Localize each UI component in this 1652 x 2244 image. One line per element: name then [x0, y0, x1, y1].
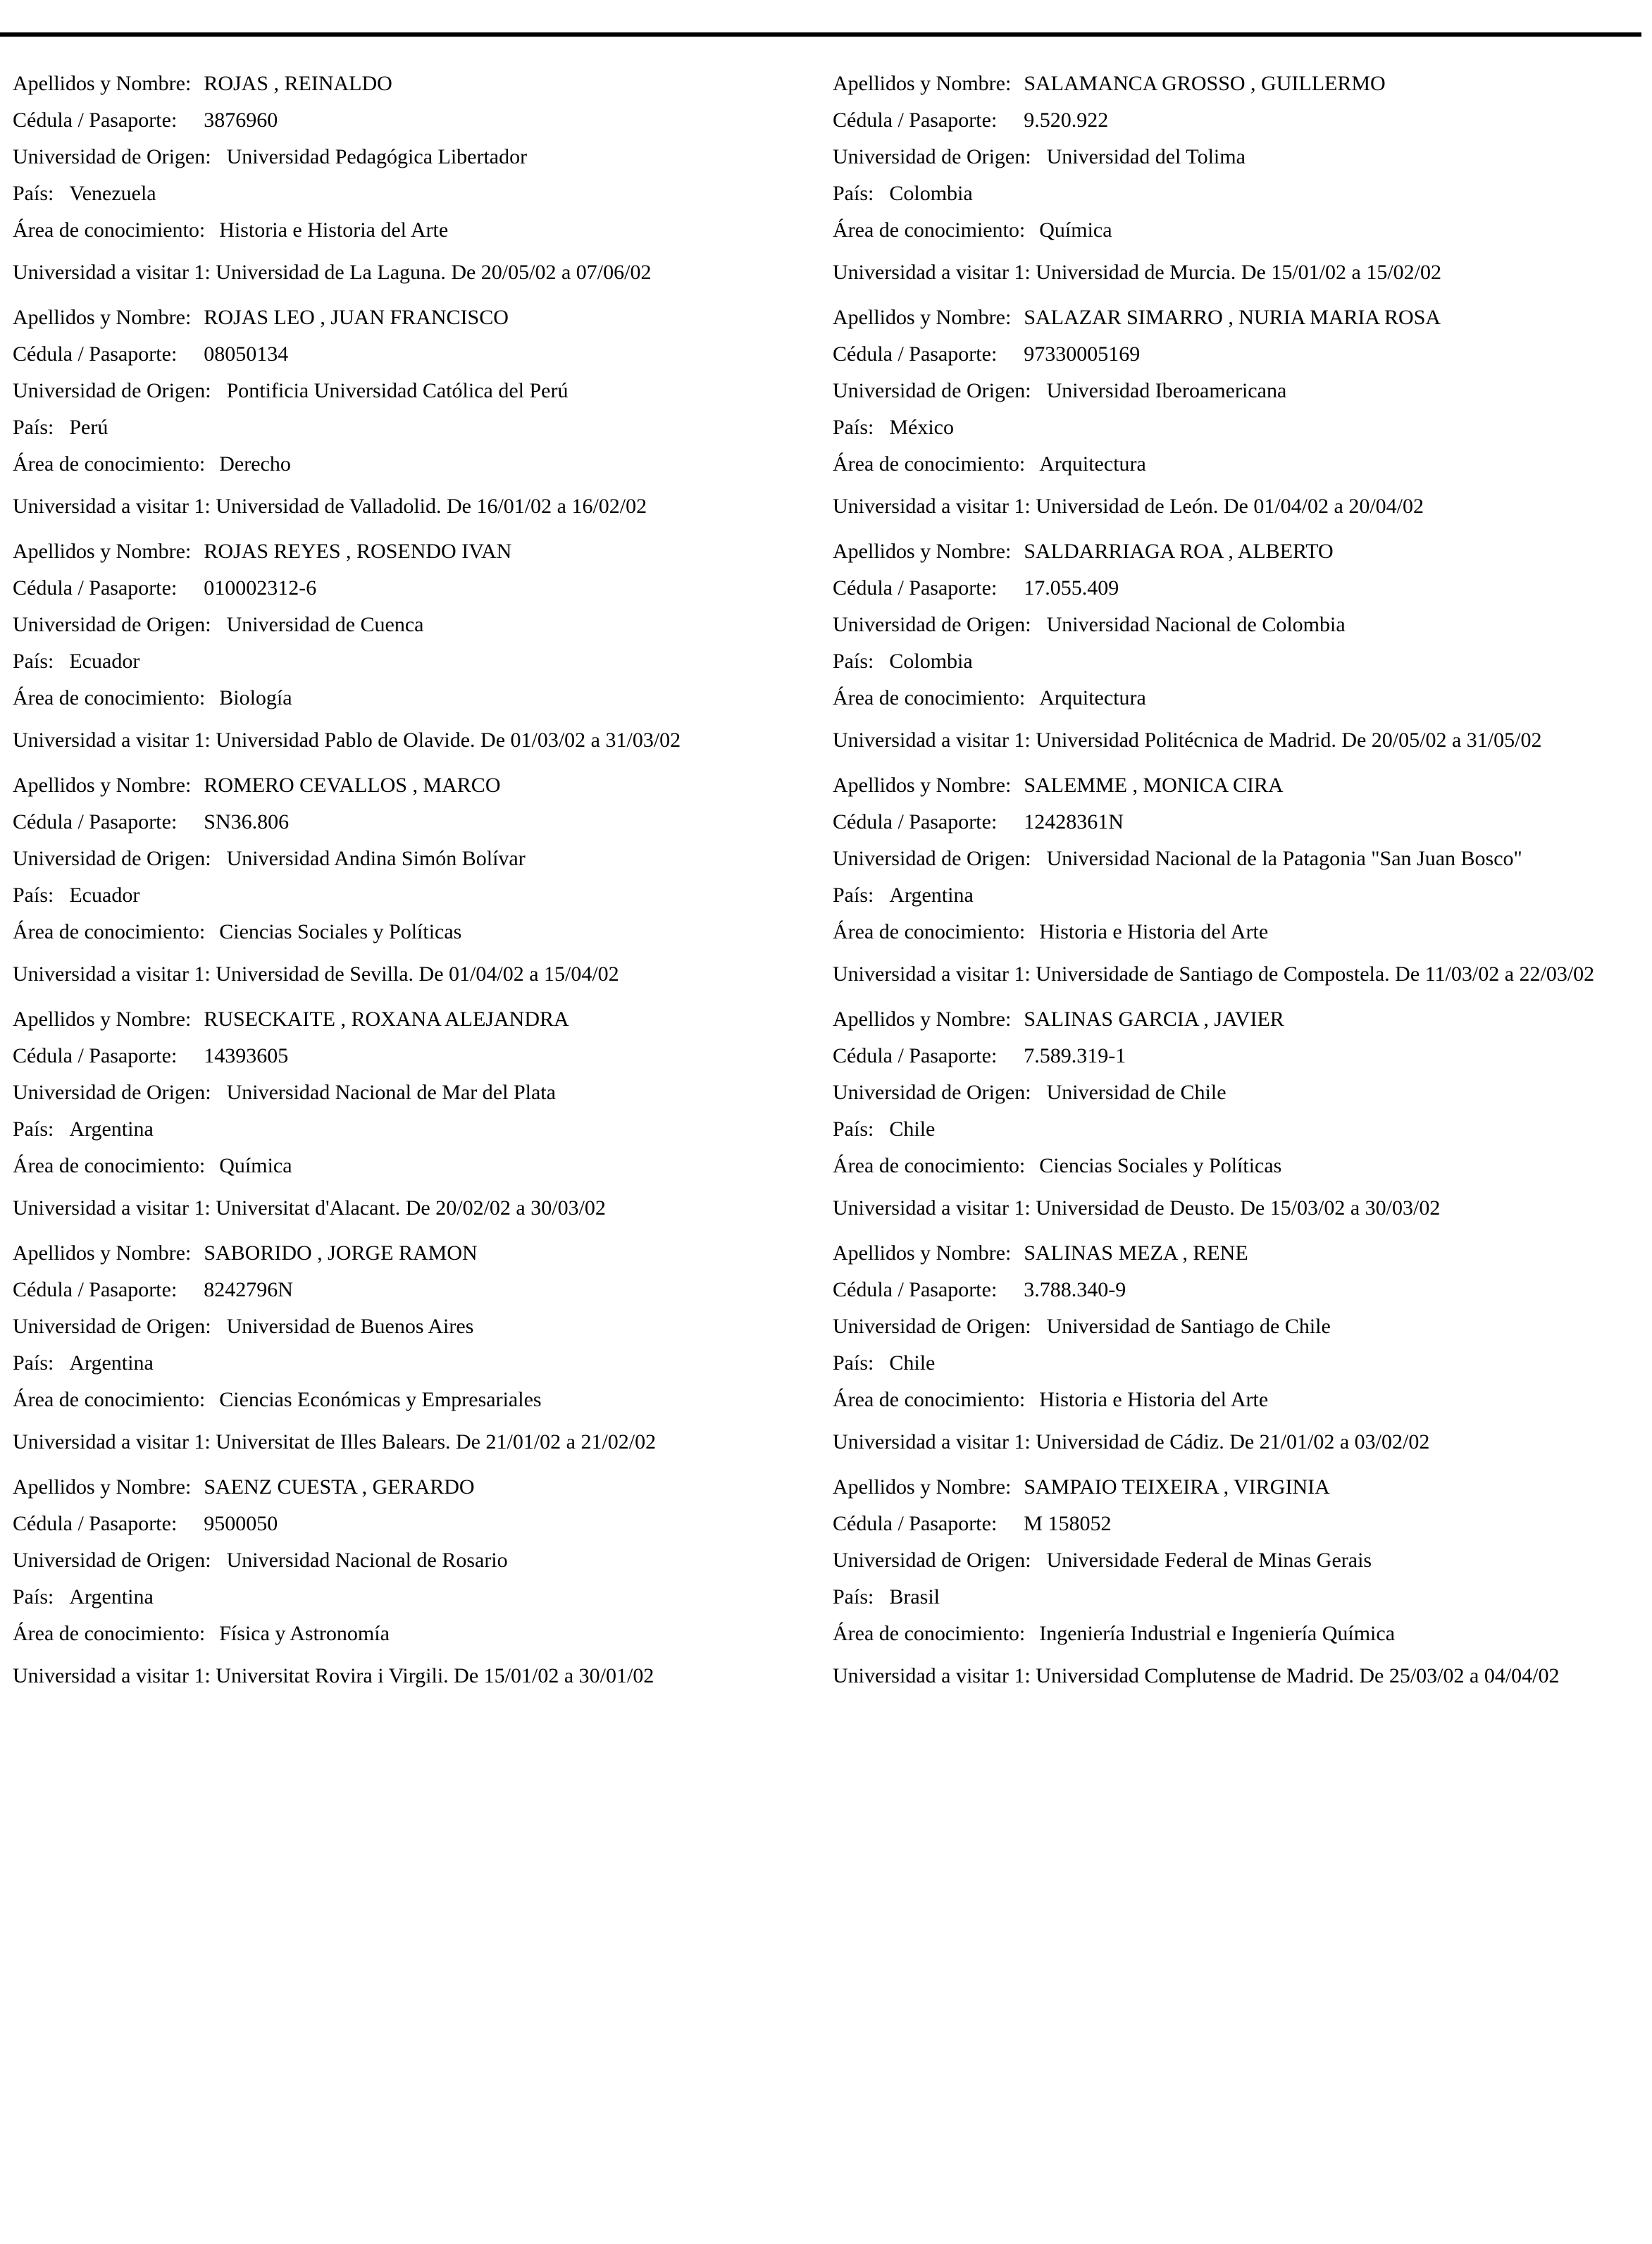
cedula-value: 14393605: [204, 1044, 289, 1067]
area-value: Historia e Historia del Arte: [1039, 920, 1269, 943]
id-row: [13, 812, 802, 848]
origin-university-row: [13, 147, 802, 183]
scholar-record: [833, 775, 1643, 988]
pais-label: País:: [833, 884, 874, 907]
nombre-label: Apellidos y Nombre:: [13, 306, 192, 329]
nombre-label: Apellidos y Nombre:: [833, 1475, 1012, 1499]
name-row: [13, 73, 802, 110]
origen-label: Universidad de Origen:: [833, 1315, 1031, 1338]
pais-value: Ecuador: [69, 884, 140, 907]
pais-label: País:: [833, 182, 874, 205]
origin-university-row: [13, 614, 802, 651]
country-row: [833, 183, 1643, 220]
cedula-value: 97330005169: [1024, 342, 1141, 366]
name-row: [833, 73, 1643, 110]
pais-label: País:: [833, 416, 874, 439]
visita-label: Universidad a visitar 1:: [833, 1664, 1031, 1687]
area-value: Ciencias Sociales y Políticas: [1039, 1154, 1282, 1177]
scholar-record: [833, 1243, 1643, 1456]
id-row: [13, 344, 802, 380]
scholar-record: [13, 541, 802, 754]
field-of-knowledge-row: [833, 1155, 1643, 1192]
area-label: Área de conocimiento:: [13, 1388, 206, 1411]
cedula-value: M 158052: [1024, 1512, 1112, 1535]
country-row: [833, 417, 1643, 454]
pais-label: País:: [13, 1585, 54, 1608]
pais-value: Argentina: [889, 884, 974, 907]
visita-value: Universidad de León. De 01/04/02 a 20/04/02: [1036, 495, 1424, 518]
id-row: [833, 1279, 1643, 1316]
scholar-record: [13, 1009, 802, 1222]
origin-university-row: [833, 1550, 1643, 1587]
scholar-record: [833, 307, 1643, 520]
cedula-value: 7.589.319-1: [1024, 1044, 1126, 1067]
area-value: Ciencias Sociales y Políticas: [219, 920, 462, 943]
origen-value: Universidad de Chile: [1046, 1081, 1226, 1104]
nombre-value: SALAMANCA GROSSO , GUILLERMO: [1024, 72, 1386, 95]
visita-label: Universidad a visitar 1:: [13, 1664, 211, 1687]
field-of-knowledge-row: [833, 1389, 1643, 1426]
visita-label: Universidad a visitar 1:: [833, 962, 1031, 986]
country-row: [833, 651, 1643, 688]
nombre-label: Apellidos y Nombre:: [13, 72, 192, 95]
nombre-label: Apellidos y Nombre:: [833, 1008, 1012, 1031]
area-label: Área de conocimiento:: [13, 1622, 206, 1645]
area-label: Área de conocimiento:: [833, 686, 1026, 709]
nombre-label: Apellidos y Nombre:: [13, 1008, 192, 1031]
visita-label: Universidad a visitar 1:: [13, 1430, 211, 1453]
cedula-value: 9.520.922: [1024, 109, 1109, 132]
visit-university-row: [833, 724, 1643, 754]
visit-university-row: [13, 1426, 802, 1456]
nombre-value: SABORIDO , JORGE RAMON: [204, 1241, 478, 1265]
country-row: [13, 183, 802, 220]
nombre-value: SALEMME , MONICA CIRA: [1024, 774, 1284, 797]
visita-value: Universidad de Valladolid. De 16/01/02 a 16/02/02: [216, 495, 647, 518]
cedula-value: 010002312-6: [204, 576, 317, 600]
origen-label: Universidad de Origen:: [13, 613, 211, 636]
nombre-value: SALAZAR SIMARRO , NURIA MARIA ROSA: [1024, 306, 1441, 329]
pais-value: Argentina: [69, 1585, 154, 1608]
country-row: [833, 1353, 1643, 1389]
field-of-knowledge-row: [833, 454, 1643, 490]
cedula-value: 3.788.340-9: [1024, 1278, 1126, 1301]
name-row: [13, 307, 802, 344]
name-row: [833, 1009, 1643, 1046]
cedula-label: Cédula / Pasaporte:: [833, 810, 998, 833]
origen-value: Universidad Nacional de la Patagonia "San Juan Bosco": [1046, 847, 1522, 870]
nombre-value: ROJAS LEO , JUAN FRANCISCO: [204, 306, 509, 329]
pais-label: País:: [13, 650, 54, 673]
origin-university-row: [833, 147, 1643, 183]
origen-value: Universidad de Buenos Aires: [226, 1315, 474, 1338]
pais-label: País:: [833, 650, 874, 673]
name-row: [833, 1243, 1643, 1279]
name-row: [833, 775, 1643, 812]
nombre-label: Apellidos y Nombre:: [13, 1241, 192, 1265]
origin-university-row: [833, 1316, 1643, 1353]
area-value: Arquitectura: [1039, 452, 1146, 476]
visita-label: Universidad a visitar 1:: [13, 495, 211, 518]
origin-university-row: [833, 1082, 1643, 1119]
scholar-record: [833, 1009, 1643, 1222]
top-rule: [0, 32, 1641, 37]
nombre-value: SALINAS GARCIA , JAVIER: [1024, 1008, 1284, 1031]
cedula-label: Cédula / Pasaporte:: [833, 1512, 998, 1535]
visita-label: Universidad a visitar 1:: [833, 729, 1031, 752]
nombre-value: ROJAS REYES , ROSENDO IVAN: [204, 540, 512, 563]
pais-value: Perú: [69, 416, 108, 439]
id-row: [13, 1513, 802, 1550]
visit-university-row: [13, 256, 802, 286]
field-of-knowledge-row: [833, 220, 1643, 256]
country-row: [833, 885, 1643, 922]
field-of-knowledge-row: [13, 454, 802, 490]
cedula-label: Cédula / Pasaporte:: [833, 576, 998, 600]
origin-university-row: [833, 848, 1643, 885]
id-row: [833, 1513, 1643, 1550]
origen-value: Universidad de Santiago de Chile: [1046, 1315, 1331, 1338]
visita-label: Universidad a visitar 1:: [13, 962, 211, 986]
visita-value: Universidad de Sevilla. De 01/04/02 a 15/04/02: [216, 962, 619, 986]
nombre-label: Apellidos y Nombre:: [833, 72, 1012, 95]
scholar-record: [13, 1477, 802, 1690]
visit-university-row: [833, 1192, 1643, 1222]
origen-label: Universidad de Origen:: [833, 379, 1031, 402]
pais-value: Colombia: [889, 650, 973, 673]
origin-university-row: [13, 380, 802, 417]
visit-university-row: [13, 1660, 802, 1690]
area-label: Área de conocimiento:: [833, 1388, 1026, 1411]
id-row: [833, 578, 1643, 614]
scholar-record: [833, 73, 1643, 286]
id-row: [833, 344, 1643, 380]
visit-university-row: [13, 1192, 802, 1222]
field-of-knowledge-row: [13, 1389, 802, 1426]
nombre-label: Apellidos y Nombre:: [13, 774, 192, 797]
cedula-value: 8242796N: [204, 1278, 293, 1301]
nombre-value: SALINAS MEZA , RENE: [1024, 1241, 1248, 1265]
pais-label: País:: [833, 1117, 874, 1141]
name-row: [13, 775, 802, 812]
cedula-label: Cédula / Pasaporte:: [833, 342, 998, 366]
visit-university-row: [833, 1426, 1643, 1456]
origen-label: Universidad de Origen:: [833, 1549, 1031, 1572]
pais-value: Ecuador: [69, 650, 140, 673]
origen-label: Universidad de Origen:: [833, 145, 1031, 168]
field-of-knowledge-row: [13, 1623, 802, 1660]
id-row: [13, 1046, 802, 1082]
scholar-record: [13, 307, 802, 520]
field-of-knowledge-row: [13, 922, 802, 958]
origen-value: Universidad Pedagógica Libertador: [226, 145, 528, 168]
origin-university-row: [833, 614, 1643, 651]
pais-label: País:: [13, 884, 54, 907]
area-label: Área de conocimiento:: [13, 452, 206, 476]
visita-label: Universidad a visitar 1:: [833, 1430, 1031, 1453]
pais-value: Argentina: [69, 1351, 154, 1375]
scholar-record: [13, 775, 802, 988]
id-row: [833, 812, 1643, 848]
pais-label: País:: [833, 1351, 874, 1375]
origen-value: Universidad del Tolima: [1046, 145, 1246, 168]
pais-value: Venezuela: [69, 182, 156, 205]
country-row: [833, 1119, 1643, 1155]
pais-label: País:: [833, 1585, 874, 1608]
scholar-record: [833, 541, 1643, 754]
origen-value: Universidad de Cuenca: [226, 613, 424, 636]
pais-value: Chile: [889, 1351, 936, 1375]
cedula-value: 17.055.409: [1024, 576, 1119, 600]
origen-value: Pontificia Universidad Católica del Perú: [226, 379, 569, 402]
nombre-label: Apellidos y Nombre:: [833, 1241, 1012, 1265]
nombre-value: ROJAS , REINALDO: [204, 72, 392, 95]
origen-label: Universidad de Origen:: [13, 847, 211, 870]
country-row: [833, 1587, 1643, 1623]
country-row: [13, 651, 802, 688]
visit-university-row: [833, 1660, 1643, 1690]
scholar-record: [833, 1477, 1643, 1690]
field-of-knowledge-row: [13, 688, 802, 724]
area-label: Área de conocimiento:: [833, 1154, 1026, 1177]
cedula-label: Cédula / Pasaporte:: [13, 109, 178, 132]
visit-university-row: [833, 958, 1643, 988]
visita-value: Universidad Complutense de Madrid. De 25/03/02 a 04/04/02: [1036, 1664, 1560, 1687]
nombre-value: SAENZ CUESTA , GERARDO: [204, 1475, 475, 1499]
field-of-knowledge-row: [13, 1155, 802, 1192]
cedula-label: Cédula / Pasaporte:: [13, 342, 178, 366]
origen-label: Universidad de Origen:: [13, 1315, 211, 1338]
id-row: [13, 110, 802, 147]
origen-label: Universidad de Origen:: [13, 145, 211, 168]
visita-label: Universidad a visitar 1:: [833, 261, 1031, 284]
area-value: Historia e Historia del Arte: [1039, 1388, 1269, 1411]
visit-university-row: [13, 724, 802, 754]
visita-value: Universidad Politécnica de Madrid. De 20/05/02 a 31/05/02: [1036, 729, 1542, 752]
visit-university-row: [13, 958, 802, 988]
id-row: [13, 578, 802, 614]
pais-label: País:: [13, 1351, 54, 1375]
pais-label: País:: [13, 416, 54, 439]
visita-value: Universidad de Murcia. De 15/01/02 a 15/02/02: [1036, 261, 1441, 284]
area-label: Área de conocimiento:: [13, 920, 206, 943]
cedula-value: 3876960: [204, 109, 278, 132]
pais-value: Brasil: [889, 1585, 940, 1608]
visita-label: Universidad a visitar 1:: [833, 495, 1031, 518]
id-row: [833, 110, 1643, 147]
origen-value: Universidad Andina Simón Bolívar: [226, 847, 526, 870]
origin-university-row: [13, 1550, 802, 1587]
nombre-label: Apellidos y Nombre:: [833, 306, 1012, 329]
cedula-value: SN36.806: [204, 810, 290, 833]
pais-value: México: [889, 416, 954, 439]
cedula-label: Cédula / Pasaporte:: [13, 576, 178, 600]
visita-value: Universidad de La Laguna. De 20/05/02 a 07/06/02: [216, 261, 652, 284]
cedula-label: Cédula / Pasaporte:: [833, 109, 998, 132]
pais-label: País:: [13, 1117, 54, 1141]
pais-label: País:: [13, 182, 54, 205]
visit-university-row: [833, 490, 1643, 520]
area-label: Área de conocimiento:: [13, 686, 206, 709]
country-row: [13, 1353, 802, 1389]
id-row: [833, 1046, 1643, 1082]
visita-label: Universidad a visitar 1:: [13, 1196, 211, 1220]
origin-university-row: [13, 1082, 802, 1119]
area-value: Química: [219, 1154, 292, 1177]
country-row: [13, 1119, 802, 1155]
nombre-label: Apellidos y Nombre:: [13, 540, 192, 563]
area-value: Ingeniería Industrial e Ingeniería Química: [1039, 1622, 1396, 1645]
cedula-value: 9500050: [204, 1512, 278, 1535]
visita-label: Universidad a visitar 1:: [833, 1196, 1031, 1220]
area-value: Biología: [219, 686, 292, 709]
visita-value: Universidade de Santiago de Compostela. De 11/03/02 a 22/03/02: [1036, 962, 1595, 986]
nombre-label: Apellidos y Nombre:: [833, 540, 1012, 563]
pais-value: Colombia: [889, 182, 973, 205]
scholar-record: [13, 1243, 802, 1456]
nombre-value: ROMERO CEVALLOS , MARCO: [204, 774, 501, 797]
id-row: [13, 1279, 802, 1316]
visita-value: Universitat de Illes Balears. De 21/01/02 a 21/02/02: [216, 1430, 657, 1453]
visita-label: Universidad a visitar 1:: [13, 729, 211, 752]
name-row: [13, 541, 802, 578]
name-row: [13, 1477, 802, 1513]
name-row: [13, 1243, 802, 1279]
nombre-label: Apellidos y Nombre:: [13, 1475, 192, 1499]
area-value: Historia e Historia del Arte: [219, 218, 449, 242]
area-label: Área de conocimiento:: [13, 1154, 206, 1177]
name-row: [833, 1477, 1643, 1513]
field-of-knowledge-row: [833, 1623, 1643, 1660]
area-label: Área de conocimiento:: [13, 218, 206, 242]
visita-value: Universidad de Deusto. De 15/03/02 a 30/03/02: [1036, 1196, 1441, 1220]
area-label: Área de conocimiento:: [833, 218, 1026, 242]
visita-value: Universidad Pablo de Olavide. De 01/03/02 a 31/03/02: [216, 729, 681, 752]
area-label: Área de conocimiento:: [833, 920, 1026, 943]
nombre-value: SAMPAIO TEIXEIRA , VIRGINIA: [1024, 1475, 1330, 1499]
nombre-value: SALDARRIAGA ROA , ALBERTO: [1024, 540, 1334, 563]
origen-label: Universidad de Origen:: [13, 1549, 211, 1572]
origen-label: Universidad de Origen:: [833, 1081, 1031, 1104]
origen-label: Universidad de Origen:: [13, 1081, 211, 1104]
cedula-label: Cédula / Pasaporte:: [833, 1278, 998, 1301]
cedula-label: Cédula / Pasaporte:: [833, 1044, 998, 1067]
visita-value: Universitat Rovira i Virgili. De 15/01/02 a 30/01/02: [216, 1664, 654, 1687]
area-value: Física y Astronomía: [219, 1622, 390, 1645]
nombre-value: RUSECKAITE , ROXANA ALEJANDRA: [204, 1008, 569, 1031]
visita-value: Universitat d'Alacant. De 20/02/02 a 30/03/02: [216, 1196, 606, 1220]
origen-label: Universidad de Origen:: [833, 847, 1031, 870]
origen-value: Universidad Nacional de Colombia: [1046, 613, 1346, 636]
origin-university-row: [833, 380, 1643, 417]
visit-university-row: [13, 490, 802, 520]
field-of-knowledge-row: [833, 922, 1643, 958]
area-value: Química: [1039, 218, 1112, 242]
field-of-knowledge-row: [833, 688, 1643, 724]
origin-university-row: [13, 1316, 802, 1353]
area-label: Área de conocimiento:: [833, 452, 1026, 476]
cedula-label: Cédula / Pasaporte:: [13, 810, 178, 833]
country-row: [13, 417, 802, 454]
scholar-record: [13, 73, 802, 286]
name-row: [13, 1009, 802, 1046]
area-value: Ciencias Económicas y Empresariales: [219, 1388, 542, 1411]
visit-university-row: [833, 256, 1643, 286]
origen-value: Universidade Federal de Minas Gerais: [1046, 1549, 1372, 1572]
origen-value: Universidad Nacional de Mar del Plata: [226, 1081, 556, 1104]
cedula-label: Cédula / Pasaporte:: [13, 1278, 178, 1301]
area-value: Arquitectura: [1039, 686, 1146, 709]
cedula-value: 12428361N: [1024, 810, 1124, 833]
origen-label: Universidad de Origen:: [13, 379, 211, 402]
pais-value: Chile: [889, 1117, 936, 1141]
name-row: [833, 541, 1643, 578]
origen-label: Universidad de Origen:: [833, 613, 1031, 636]
origin-university-row: [13, 848, 802, 885]
pais-value: Argentina: [69, 1117, 154, 1141]
left-column: [13, 73, 802, 1711]
field-of-knowledge-row: [13, 220, 802, 256]
area-value: Derecho: [219, 452, 291, 476]
area-label: Área de conocimiento:: [833, 1622, 1026, 1645]
cedula-value: 08050134: [204, 342, 289, 366]
visita-value: Universidad de Cádiz. De 21/01/02 a 03/02/02: [1036, 1430, 1430, 1453]
nombre-label: Apellidos y Nombre:: [833, 774, 1012, 797]
right-column: [833, 73, 1643, 1711]
name-row: [833, 307, 1643, 344]
cedula-label: Cédula / Pasaporte:: [13, 1044, 178, 1067]
cedula-label: Cédula / Pasaporte:: [13, 1512, 178, 1535]
origen-value: Universidad Nacional de Rosario: [226, 1549, 508, 1572]
visita-label: Universidad a visitar 1:: [13, 261, 211, 284]
country-row: [13, 885, 802, 922]
country-row: [13, 1587, 802, 1623]
origen-value: Universidad Iberoamericana: [1046, 379, 1287, 402]
